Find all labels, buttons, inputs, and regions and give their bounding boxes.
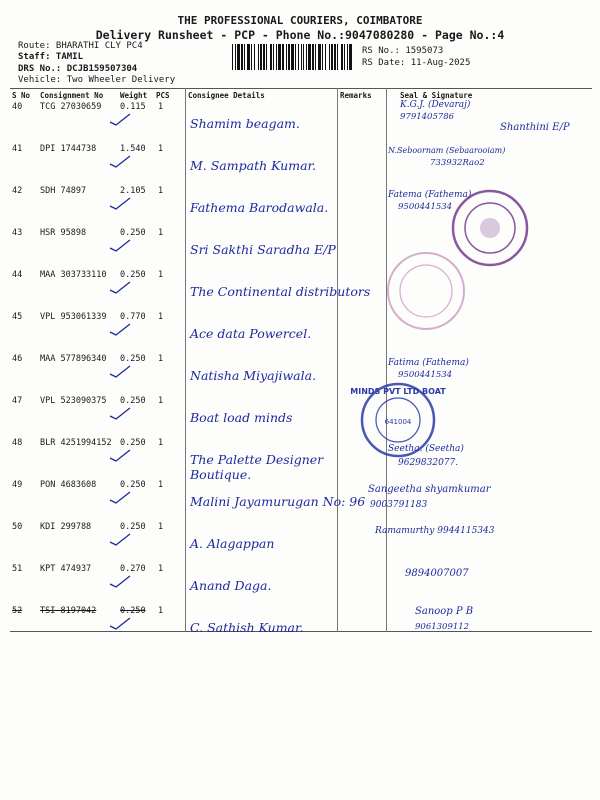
check-mark-icon xyxy=(108,448,132,462)
row-signature-text: Sanoop P B xyxy=(415,606,474,617)
barcode-bar xyxy=(235,44,236,70)
stamp-number: 641004 xyxy=(384,418,412,426)
row-sno: 51 xyxy=(12,564,23,574)
row-signature-text: Ramamurthy 9944115343 xyxy=(375,526,495,536)
row-weight: 0.250 xyxy=(120,480,146,490)
row-signature-text: 9500441534 xyxy=(398,202,453,212)
row-signature-text: Seetha. (Seetha) xyxy=(388,444,464,454)
row-sno: 44 xyxy=(12,270,23,280)
row-consignment-no: TCG 27030659 xyxy=(40,102,102,112)
row-sno: 50 xyxy=(12,522,23,532)
row-consignment-no: TSI 8197042 xyxy=(40,606,97,616)
check-mark-icon xyxy=(108,490,132,504)
check-mark-icon xyxy=(108,364,132,378)
runsheet-title: Delivery Runsheet - PCP - Phone No.:9047080280 - Page No.:4 xyxy=(95,28,505,42)
check-mark-icon xyxy=(108,322,132,336)
col-header-pcs: PCS xyxy=(156,91,170,100)
row-signature-text: 733932Rao2 xyxy=(430,158,485,168)
barcode-bar xyxy=(315,44,316,70)
row-sno: 45 xyxy=(12,312,23,322)
row-signature-text: 9791405786 xyxy=(400,112,455,122)
row-consignment-no: VPL 523090375 xyxy=(40,396,107,406)
barcode-bar xyxy=(288,44,290,70)
staff-label: Staff: TAMIL xyxy=(18,52,84,62)
row-pcs: 1 xyxy=(158,312,164,322)
barcode-bar xyxy=(270,44,272,70)
drs-label: DRS No.: DCJB159507304 xyxy=(18,64,138,74)
barcode-bar xyxy=(266,44,267,70)
column-divider xyxy=(185,88,186,632)
barcode-bar xyxy=(344,44,345,70)
row-pcs: 1 xyxy=(158,102,164,112)
barcode-bar xyxy=(301,44,302,70)
row-sno: 40 xyxy=(12,102,23,112)
barcode-bar xyxy=(334,44,336,70)
runsheet-table xyxy=(10,88,592,635)
barcode-bar xyxy=(258,44,259,70)
row-consignee: C. Sathish Kumar. xyxy=(190,620,304,635)
barcode-bar xyxy=(322,44,323,70)
check-mark-icon xyxy=(108,112,132,126)
vehicle-label: Vehicle: Two Wheeler Delivery xyxy=(18,75,176,85)
row-pcs: 1 xyxy=(158,480,164,490)
row-consignee: M. Sampath Kumar. xyxy=(190,158,317,173)
col-header-remarks: Remarks xyxy=(340,91,372,100)
row-sno: 43 xyxy=(12,228,23,238)
row-consignment-no: KPT 474937 xyxy=(40,564,92,574)
barcode-bar xyxy=(318,44,321,70)
barcode-bar xyxy=(325,44,326,70)
barcode-bar xyxy=(251,44,252,70)
row-consignment-no: HSR 95898 xyxy=(40,228,87,238)
table-top-border xyxy=(10,88,592,89)
row-consignment-no: MAA 577896340 xyxy=(40,354,107,364)
row-signature-text: Sangeetha shyamkumar xyxy=(368,484,491,495)
row-signature-text: Fatema (Fathema) xyxy=(388,190,472,200)
row-consignee: Sri Sakthi Saradha E/P xyxy=(190,242,336,257)
row-pcs: 1 xyxy=(158,144,164,154)
row-weight: 0.115 xyxy=(120,102,146,112)
row-weight: 0.250 xyxy=(120,396,146,406)
row-weight: 0.770 xyxy=(120,312,146,322)
row-sno: 42 xyxy=(12,186,23,196)
row-sno: 46 xyxy=(12,354,23,364)
barcode-bar xyxy=(308,44,311,70)
row-pcs: 1 xyxy=(158,606,164,616)
barcode-bar xyxy=(254,44,255,70)
barcode-bar xyxy=(276,44,277,70)
check-mark-icon xyxy=(108,238,132,252)
barcode-bar xyxy=(347,44,348,70)
row-weight: 2.105 xyxy=(120,186,146,196)
row-consignment-no: SDH 74897 xyxy=(40,186,87,196)
barcode-bar xyxy=(329,44,330,70)
barcode-bar xyxy=(341,44,343,70)
row-signature-text: 9061309112 xyxy=(415,622,470,632)
row-signature-text: K.G.J. (Devaraj) xyxy=(400,100,471,110)
check-mark-icon xyxy=(108,616,132,630)
barcode-bar xyxy=(278,44,281,70)
barcode-bar xyxy=(295,44,296,70)
row-signature-text: 9003791183 xyxy=(370,500,428,510)
row-consignee: Malini Jayamurugan No: 96 xyxy=(190,494,366,509)
row-consignment-no: DPI 1744738 xyxy=(40,144,97,154)
row-pcs: 1 xyxy=(158,522,164,532)
barcode-bar xyxy=(244,44,245,70)
barcode-bar xyxy=(303,44,304,70)
row-signature-text: Fatima (Fathema) xyxy=(388,358,469,368)
barcode-bar xyxy=(306,44,307,70)
row-consignee: Anand Daga. xyxy=(190,578,272,593)
barcode-bar xyxy=(247,44,250,70)
check-mark-icon xyxy=(108,280,132,294)
check-mark-icon xyxy=(108,154,132,168)
barcode-bar xyxy=(260,44,262,70)
row-consignee: Natisha Miyajiwala. xyxy=(190,368,317,383)
barcode-bar xyxy=(282,44,284,70)
row-pcs: 1 xyxy=(158,270,164,280)
row-pcs: 1 xyxy=(158,438,164,448)
stamp-text: MINDS PVT LTD BOAT xyxy=(350,387,446,396)
barcode xyxy=(232,44,352,70)
row-weight: 0.250 xyxy=(120,606,146,616)
col-header-sno: S No xyxy=(12,91,31,100)
row-consignment-no: BLR 4251994152 xyxy=(40,438,112,448)
row-pcs: 1 xyxy=(158,186,164,196)
row-signature-text: 9629832077. xyxy=(398,458,459,468)
row-pcs: 1 xyxy=(158,354,164,364)
rs-date: RS Date: 11-Aug-2025 xyxy=(362,58,471,68)
round-seal-stamp-2 xyxy=(385,250,467,332)
company-name: THE PROFESSIONAL COURIERS, COIMBATORE xyxy=(177,14,423,27)
row-pcs: 1 xyxy=(158,564,164,574)
row-weight: 0.250 xyxy=(120,228,146,238)
barcode-bar xyxy=(337,44,338,70)
barcode-bar xyxy=(237,44,240,70)
barcode-bar xyxy=(331,44,333,70)
row-sno: 47 xyxy=(12,396,23,406)
route-label: Route: BHARATHI CLY PC4 xyxy=(18,41,143,51)
row-consignee: A. Alagappan xyxy=(190,536,275,551)
row-consignee: The Palette Designer Boutique. xyxy=(190,452,324,482)
row-consignee: Boat load minds xyxy=(190,410,293,425)
barcode-bar xyxy=(312,44,314,70)
row-signature-text: 9894007007 xyxy=(405,568,469,579)
row-sno: 49 xyxy=(12,480,23,490)
rs-number: RS No.: 1595073 xyxy=(362,46,444,56)
row-consignment-no: PON 4683608 xyxy=(40,480,97,490)
barcode-bar xyxy=(349,44,352,70)
row-pcs: 1 xyxy=(158,396,164,406)
row-consignment-no: VPL 953061339 xyxy=(40,312,107,322)
row-signature-text: N.Seboornam (Sebaarooiam) xyxy=(388,146,506,155)
check-mark-icon xyxy=(108,406,132,420)
barcode-bar xyxy=(286,44,287,70)
barcode-bar xyxy=(273,44,274,70)
row-sno: 48 xyxy=(12,438,23,448)
row-consignee: Shamim beagam. xyxy=(190,116,300,131)
barcode-bar xyxy=(241,44,243,70)
col-header-seal-signature: Seal & Signature xyxy=(400,91,473,100)
column-divider xyxy=(337,88,338,632)
row-consignee: Ace data Powercel. xyxy=(190,326,312,341)
check-mark-icon xyxy=(108,532,132,546)
row-weight: 1.540 xyxy=(120,144,146,154)
row-weight: 0.270 xyxy=(120,564,146,574)
row-weight: 0.250 xyxy=(120,270,146,280)
row-pcs: 1 xyxy=(158,228,164,238)
row-consignment-no: MAA 303733110 xyxy=(40,270,107,280)
check-mark-icon xyxy=(108,574,132,588)
barcode-bar xyxy=(232,44,233,70)
row-sno: 41 xyxy=(12,144,23,154)
barcode-bar xyxy=(263,44,265,70)
column-divider xyxy=(386,88,387,632)
col-header-consignment: Consignment No xyxy=(40,91,104,100)
col-header-weight: Weight xyxy=(120,91,148,100)
row-sno: 52 xyxy=(12,606,23,616)
row-consignee: Fathema Barodawala. xyxy=(190,200,329,215)
row-signature-text: Shanthini E/P xyxy=(500,122,570,133)
check-mark-icon xyxy=(108,196,132,210)
company-round-stamp xyxy=(350,380,446,460)
row-weight: 0.250 xyxy=(120,354,146,364)
row-consignee: The Continental distributors xyxy=(190,284,371,299)
row-signature-text: 9500441534 xyxy=(398,370,453,380)
row-weight: 0.250 xyxy=(120,522,146,532)
col-header-consignee: Consignee Details xyxy=(188,91,265,100)
barcode-bar xyxy=(298,44,299,70)
barcode-bar xyxy=(291,44,294,70)
row-consignment-no: KDI 299788 xyxy=(40,522,92,532)
row-weight: 0.250 xyxy=(120,438,146,448)
